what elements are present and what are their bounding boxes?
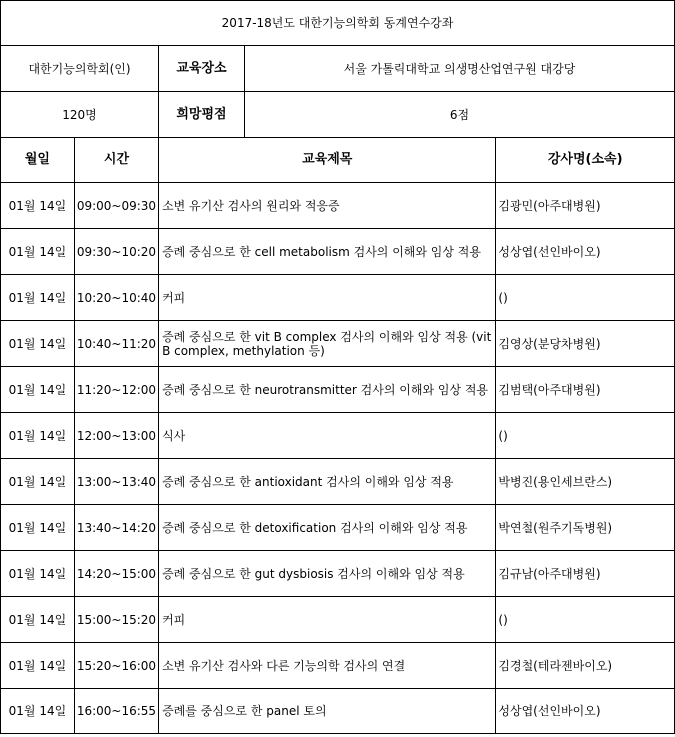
cell-subject: 커피 xyxy=(159,275,496,321)
capacity: 120명 xyxy=(1,92,159,138)
cell-time: 09:30~10:20 xyxy=(74,229,158,275)
table-row xyxy=(1,459,675,505)
cell-date: 01월 14일 xyxy=(1,505,75,551)
cell-lecturer: 성상엽(선인바이오) xyxy=(496,229,675,275)
table-row xyxy=(1,275,675,321)
cell-lecturer: 성상엽(선인바이오) xyxy=(496,689,675,734)
table-row xyxy=(1,689,675,734)
cell-subject: 커피 xyxy=(159,597,496,643)
table-row xyxy=(1,551,675,597)
cell-date: 01월 14일 xyxy=(1,597,75,643)
table-row xyxy=(1,321,675,367)
cell-time: 10:20~10:40 xyxy=(74,275,158,321)
cell-date: 01월 14일 xyxy=(1,551,75,597)
cell-time: 13:40~14:20 xyxy=(74,505,158,551)
table-row xyxy=(1,413,675,459)
table-row xyxy=(1,367,675,413)
cell-date: 01월 14일 xyxy=(1,459,75,505)
cell-subject: 증례 중심으로 한 gut dysbiosis 검사의 이해와 임상 적용 xyxy=(159,551,496,597)
info-row-points xyxy=(1,92,675,138)
cell-subject: 증례 중심으로 한 antioxidant 검사의 이해와 임상 적용 xyxy=(159,459,496,505)
header-date: 월일 xyxy=(1,138,75,183)
header-time: 시간 xyxy=(74,138,158,183)
header-lecturer: 강사명(소속) xyxy=(496,138,675,183)
cell-lecturer: 박연철(원주기독병원) xyxy=(496,505,675,551)
table-row xyxy=(1,505,675,551)
cell-date: 01월 14일 xyxy=(1,229,75,275)
header-row xyxy=(1,138,675,183)
cell-lecturer: () xyxy=(496,275,675,321)
cell-subject: 증례를 중심으로 한 panel 토의 xyxy=(159,689,496,734)
cell-time: 10:40~11:20 xyxy=(74,321,158,367)
cell-date: 01월 14일 xyxy=(1,413,75,459)
cell-time: 14:20~15:00 xyxy=(74,551,158,597)
cell-lecturer: () xyxy=(496,597,675,643)
cell-date: 01월 14일 xyxy=(1,367,75,413)
cell-date: 01월 14일 xyxy=(1,321,75,367)
cell-subject: 증례 중심으로 한 vit B complex 검사의 이해와 임상 적용 (vit B complex, methylation 등) xyxy=(159,321,496,367)
cell-lecturer: 김경철(테라젠바이오) xyxy=(496,643,675,689)
course-title: 2017-18년도 대한기능의학회 동계연수강좌 xyxy=(1,1,675,46)
cell-time: 15:20~16:00 xyxy=(74,643,158,689)
table-row xyxy=(1,597,675,643)
location-label: 교육장소 xyxy=(159,46,245,92)
cell-time: 09:00~09:30 xyxy=(74,183,158,229)
cell-time: 11:20~12:00 xyxy=(74,367,158,413)
cell-subject: 증례 중심으로 한 detoxification 검사의 이해와 임상 적용 xyxy=(159,505,496,551)
points-value: 6점 xyxy=(244,92,674,138)
info-row-location xyxy=(1,46,675,92)
table-row xyxy=(1,183,675,229)
cell-subject: 소변 유기산 검사와 다른 기능의학 검사의 연결 xyxy=(159,643,496,689)
cell-date: 01월 14일 xyxy=(1,643,75,689)
cell-date: 01월 14일 xyxy=(1,275,75,321)
cell-subject: 증례 중심으로 한 neurotransmitter 검사의 이해와 임상 적용 xyxy=(159,367,496,413)
cell-lecturer: 김범택(아주대병원) xyxy=(496,367,675,413)
cell-lecturer: 박병진(용인세브란스) xyxy=(496,459,675,505)
cell-lecturer: 김영상(분당차병원) xyxy=(496,321,675,367)
cell-lecturer: 김규남(아주대병원) xyxy=(496,551,675,597)
cell-time: 13:00~13:40 xyxy=(74,459,158,505)
points-label: 희망평점 xyxy=(159,92,245,138)
title-row xyxy=(1,1,675,46)
cell-date: 01월 14일 xyxy=(1,689,75,734)
cell-time: 15:00~15:20 xyxy=(74,597,158,643)
table-row xyxy=(1,643,675,689)
cell-date: 01월 14일 xyxy=(1,183,75,229)
header-subject: 교육제목 xyxy=(159,138,496,183)
cell-lecturer: () xyxy=(496,413,675,459)
cell-time: 12:00~13:00 xyxy=(74,413,158,459)
table-row xyxy=(1,229,675,275)
cell-time: 16:00~16:55 xyxy=(74,689,158,734)
cell-lecturer: 김광민(아주대병원) xyxy=(496,183,675,229)
organizer: 대한기능의학회(인) xyxy=(1,46,159,92)
cell-subject: 증례 중심으로 한 cell metabolism 검사의 이해와 임상 적용 xyxy=(159,229,496,275)
cell-subject: 식사 xyxy=(159,413,496,459)
location-value: 서울 가톨릭대학교 의생명산업연구원 대강당 xyxy=(244,46,674,92)
cell-subject: 소변 유기산 검사의 원리와 적응증 xyxy=(159,183,496,229)
